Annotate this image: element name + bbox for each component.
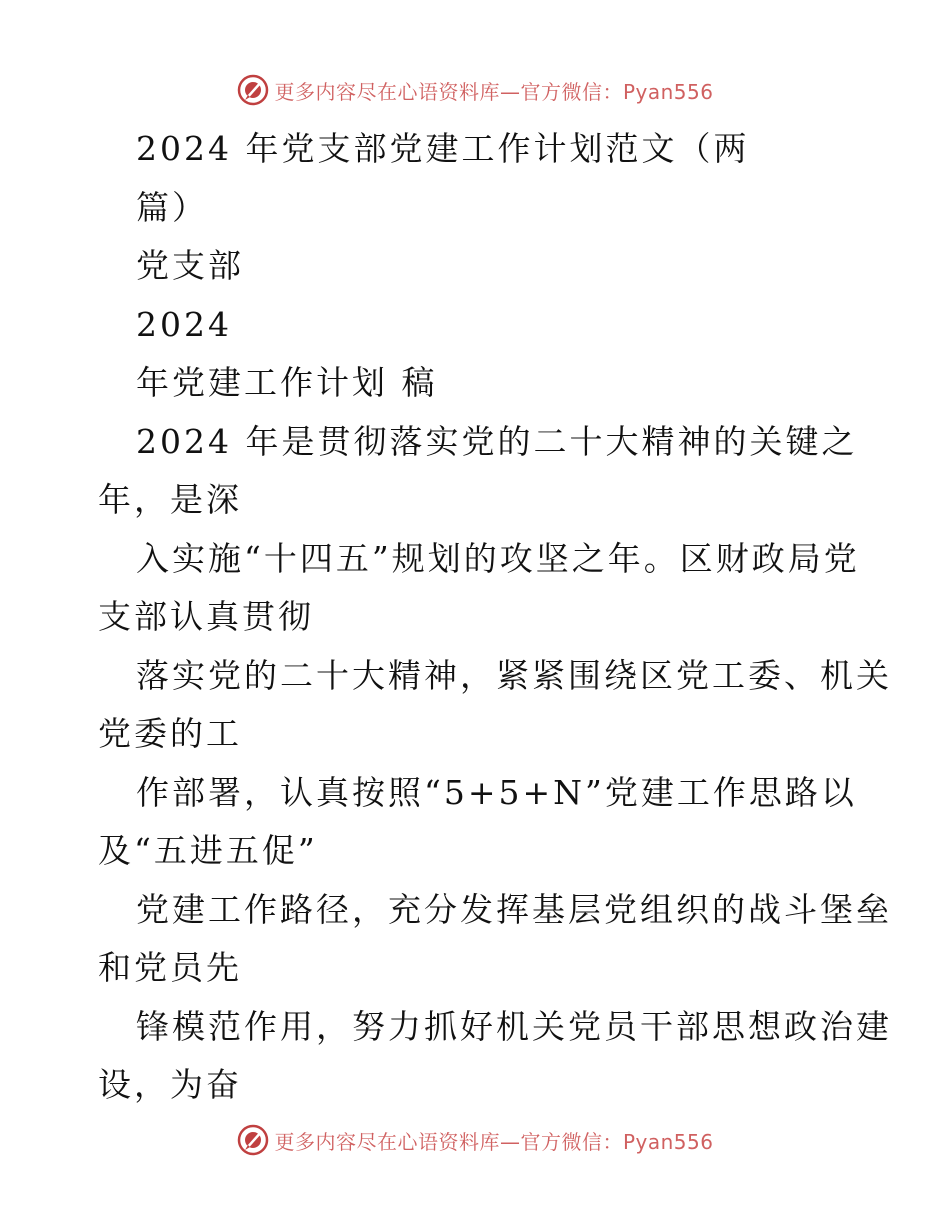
doc-line: 落实党的二十大精神，紧紧围绕区党工委、机关 — [136, 655, 892, 695]
doc-title-line-1: 2024 年党支部党建工作计划范文（两 — [136, 129, 750, 168]
document-body — [98, 120, 892, 1115]
doc-line: 及“五进五促” — [98, 831, 318, 870]
doc-line: 支部认真贯彻 — [98, 597, 314, 636]
watermark-header — [0, 70, 950, 110]
doc-title-line-2: 篇） — [136, 187, 208, 227]
watermark-footer — [0, 1120, 950, 1160]
doc-line: 党支部 — [136, 246, 244, 285]
doc-line: 党建工作路径，充分发挥基层党组织的战斗堡垒 — [136, 889, 892, 929]
watermark-text: 更多内容尽在心语资料库—官方微信：Pyan556 — [274, 1129, 714, 1154]
pen-logo-icon — [236, 73, 270, 107]
doc-line: 年，是深 — [98, 480, 242, 519]
doc-line: 2024 — [136, 304, 232, 344]
doc-line: 2024 年是贯彻落实党的二十大精神的关键之 — [136, 421, 858, 461]
doc-line: 入实施“十四五”规划的攻坚之年。区财政局党 — [136, 538, 860, 578]
pen-logo-icon — [236, 1123, 270, 1157]
doc-line: 和党员先 — [98, 948, 242, 987]
doc-line: 设，为奋 — [98, 1065, 242, 1104]
doc-line: 年党建工作计划 稿 — [136, 363, 438, 402]
doc-line: 党委的工 — [98, 714, 242, 753]
watermark-text: 更多内容尽在心语资料库—官方微信：Pyan556 — [274, 79, 714, 104]
doc-line: 作部署，认真按照“5+5+N”党建工作思路以 — [136, 772, 857, 812]
doc-line: 锋模范作用，努力抓好机关党员干部思想政治建 — [136, 1006, 892, 1046]
